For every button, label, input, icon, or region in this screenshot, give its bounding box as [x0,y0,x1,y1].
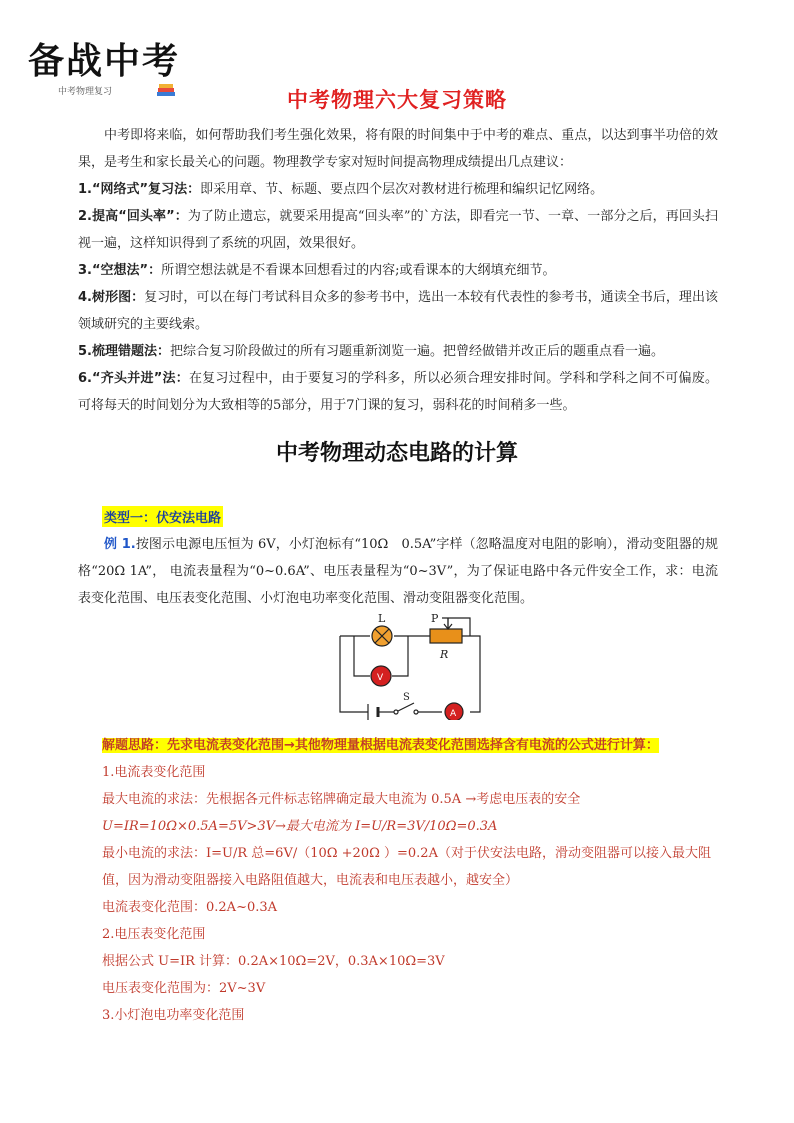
switch-symbol [394,703,418,714]
strategy-item [78,365,718,419]
logo-subtext: 中考物理复习 [58,87,113,97]
solution-heading [102,732,722,759]
strategy-label: 5.梳理错题法： [78,344,170,359]
solution-line: 根据公式 U=IR 计算：0.2A×10Ω=2V，0.3A×10Ω=3V [102,954,445,969]
resistor-label: R [440,648,449,661]
lamp-label: L [378,612,386,625]
logo-text: 备战中考 [28,41,181,82]
solution-line: 1.电流表变化范围 [102,765,206,780]
strategy-label: 1.“网络式”复习法： [78,182,201,197]
strategy-label: 4.树形图： [78,290,145,305]
solution-line: U=IR=10Ω×0.5A=5V>3V→最大电流为 I=U/R=3V/10Ω=0.3A [102,819,498,834]
example-paragraph [78,531,718,612]
solution-line: 2.电压表变化范围 [102,927,206,942]
solution-line: 电流表变化范围：0.2A~0.3A [102,900,278,915]
switch-label: S [403,692,410,703]
strategy-text: 把综合复习阶段做过的所有习题重新浏览一遍。把曾经做错并改正后的题重点看一遍。 [169,344,664,359]
strategy-text: 为了防止遗忘，就要采用提高“回头率”的`方法，即看完一节、一章、一部分之后，再回头扫视一遍，这样知识得到了系统的巩固，效果很好。 [78,209,719,251]
example-problem [78,531,718,612]
solution-section [102,732,722,1029]
solution-heading-text: 解题思路：先求电流表变化范围→其他物理量根据电流表变化范围选择含有电流的公式进行计算： [102,738,659,753]
strategy-label: 2.提高“回头率”： [78,209,188,224]
strategy-text: 所谓空想法就是不看课本回想看过的内容;或看课本的大纲填充细节。 [161,263,556,278]
strategy-item [78,284,718,338]
ammeter-label: A [450,709,457,719]
strategy-item [78,257,718,284]
strategy-label: 3.“空想法”： [78,263,162,278]
strategy-item [78,203,718,257]
example-text: 按图示电源电压恒为 6V，小灯泡标有“10Ω 0.5A”字样（忽略温度对电阻的影响），滑动变阻器的规格“20Ω 1A”， 电流表量程为“0~0.6A”、电压表量程为“0~3V”，为了保证电路中各元件安全工作，求：电流表变化范围、电压表变化范围、小灯泡电功率变化范围、滑动变阻器变化范围。 [78,537,718,606]
strategy-text: 在复习过程中，由于要复习的学科多，所以必须合理安排时间。学科和学科之间不可偏废。可将每天的时间划分为大致相等的5部分，用于7门课的复习，弱科花的时间稍多一些。 [78,371,718,413]
section-title: 中考物理动态电路的计算 [275,440,518,466]
solution-line: 3.小灯泡电功率变化范围 [102,1008,245,1023]
solution-line: 最小电流的求法：I=U/R 总=6V/（10Ω +20Ω ）=0.2A（对于伏安法电路，滑动变阻器可以接入最大阻值，因为滑动变阻器接入电路阻值越大，电流表和电压表越小，越安全） [102,846,711,888]
lamp-symbol [372,626,392,646]
solution-line: 电压表变化范围为：2V~3V [102,981,266,996]
battery-symbol [368,704,378,720]
circuit-diagram [330,610,490,720]
strategy-item [78,338,718,365]
intro-paragraph: 中考即将来临，如何帮助我们考生强化效果，将有限的时间集中于中考的难点、重点，以达到事半功倍的效果，是考生和家长最关心的问题。物理教学专家对短时间提高物理成绩提出几点建议： [78,128,718,170]
strategy-text: 复习时，可以在每门考试科目众多的参考书中，选出一本较有代表性的参考书，通读全书后，理出该领域研究的主要线索。 [78,290,718,332]
strategy-item [78,176,718,203]
voltmeter-label: V [377,673,384,683]
slider-label: P [431,612,439,625]
type-label: 类型一：伏安法电路 [102,506,223,527]
strategy-section [78,122,718,419]
strategy-label: 6.“齐头并进”法： [78,371,189,386]
strategy-text: 即采用章、节、标题、要点四个层次对教材进行梳理和编织记忆网络。 [200,182,604,197]
solution-line: 最大电流的求法：先根据各元件标志铭牌确定最大电流为 0.5A →考虑电压表的安全 [102,792,581,807]
page-title: 中考物理六大复习策略 [287,88,507,112]
example-number: 例 1. [104,537,136,552]
